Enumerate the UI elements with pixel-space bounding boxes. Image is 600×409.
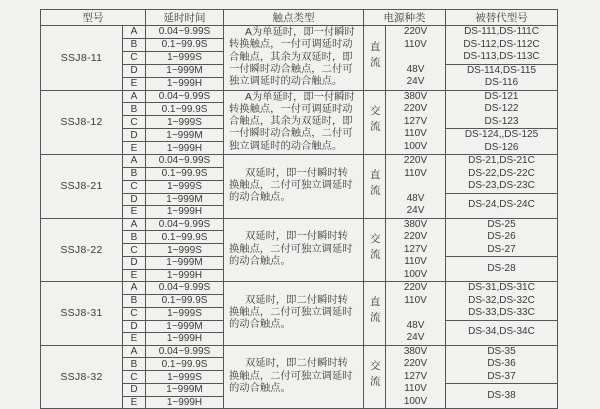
power-kind-label: 交流	[368, 359, 381, 391]
power-kind-cell	[364, 155, 386, 219]
replaced-models-cell	[446, 155, 558, 194]
delay-range-cell: 1~999M	[146, 257, 224, 270]
voltage-value: 127V	[403, 370, 428, 382]
grade-cell: D	[123, 384, 146, 397]
table-row	[41, 26, 558, 39]
replaced-model: DS-113,DS-113C	[463, 51, 540, 62]
power-kind-cell	[364, 26, 386, 91]
delay-range-cell: 1~999H	[146, 396, 224, 409]
delay-range-cell: 0.1~99.9S	[146, 294, 224, 307]
voltage-value: 110V	[404, 256, 427, 267]
voltage-value: 24V	[406, 76, 425, 87]
contact-type-cell	[224, 345, 364, 409]
replaced-model: DS-114,DS-115	[466, 64, 537, 76]
grade-cell: E	[123, 333, 146, 346]
grade-cell: B	[123, 358, 146, 371]
grade-cell: E	[123, 396, 146, 409]
replaced-model: DS-34,DS-34C	[468, 326, 535, 338]
voltage-value: 220V	[403, 282, 428, 293]
delay-range-cell: 0.04~9.99S	[146, 218, 224, 231]
grade-cell: E	[123, 77, 146, 90]
voltage-cell	[386, 282, 446, 346]
delay-range-cell: 1~999S	[146, 307, 224, 320]
contact-type-text: 双延时，即一付瞬时转换触点，二付可独立调延时的动合触点。	[229, 231, 353, 267]
grade-cell: A	[123, 90, 146, 103]
replaced-model: DS-21,DS-21C	[468, 155, 535, 166]
replaced-models-cell	[446, 218, 558, 257]
replaced-model: DS-36	[487, 358, 516, 369]
grade-cell: C	[123, 116, 146, 129]
voltage-value: 48V	[406, 319, 425, 331]
voltage-value	[386, 51, 445, 64]
replaced-models-cell	[446, 384, 558, 409]
delay-range-cell: 1~999S	[146, 371, 224, 384]
contact-type-text: A为单延时，即一付瞬时转换触点，一付可调延时动合触点，其余为双延时，即一付瞬时动合触点，二付可独立调延时的动合触点。	[229, 91, 355, 152]
voltage-cell	[386, 90, 446, 155]
delay-range-cell: 1~999M	[146, 384, 224, 397]
voltage-value: 24V	[406, 332, 425, 343]
replaced-model: DS-116	[484, 77, 519, 88]
grade-cell: C	[123, 244, 146, 257]
voltage-value: 100V	[403, 140, 428, 152]
replaced-model: DS-126	[484, 141, 519, 153]
model-cell: SSJ8-12	[41, 90, 123, 155]
voltage-value: 380V	[403, 345, 428, 357]
replaced-models-cell	[446, 64, 558, 90]
replaced-model: DS-37	[487, 370, 516, 382]
replaced-models-cell	[446, 193, 558, 218]
grade-cell: A	[123, 345, 146, 358]
contact-type-cell	[224, 282, 364, 346]
table-row	[41, 90, 558, 103]
power-kind-cell	[364, 218, 386, 282]
table-row	[41, 155, 558, 168]
delay-range-cell: 1~999H	[146, 142, 224, 155]
voltage-value: 127V	[403, 115, 428, 127]
delay-range-cell: 0.1~99.9S	[146, 38, 224, 51]
replaced-model: DS-33,DS-33C	[468, 307, 535, 318]
grade-cell: A	[123, 26, 146, 39]
contact-type-text: A为单延时，即一付瞬时转换触点，一付可调延时动合触点，其余为双延时，即一付瞬时动合触点，二付可独立调延时的动合触点。	[229, 27, 355, 88]
model-cell: SSJ8-31	[41, 282, 123, 346]
replaced-model: DS-122	[484, 103, 519, 114]
replaced-model: DS-38	[487, 389, 516, 401]
replaced-model: DS-35	[487, 345, 516, 357]
power-kind-label: 直流	[368, 40, 381, 72]
delay-range-cell: 1~999S	[146, 180, 224, 193]
voltage-value: 220V	[403, 358, 428, 369]
replaced-model: DS-23,DS-23C	[468, 180, 535, 191]
voltage-value: 110V	[404, 383, 427, 394]
voltage-value: 220V	[403, 103, 428, 114]
grade-cell: D	[123, 193, 146, 206]
replaced-model: DS-124,,DS-125	[464, 129, 539, 140]
voltage-cell	[386, 218, 446, 282]
replaced-model: DS-26	[487, 231, 516, 242]
grade-cell: B	[123, 167, 146, 180]
replaced-model: DS-28	[487, 262, 516, 274]
column-header-power: 电源种类	[364, 10, 446, 26]
model-cell: SSJ8-21	[41, 155, 123, 219]
power-kind-cell	[364, 282, 386, 346]
grade-cell: D	[123, 257, 146, 270]
delay-range-cell: 0.04~9.99S	[146, 345, 224, 358]
table-header-row	[41, 10, 558, 26]
grade-cell: D	[123, 320, 146, 333]
grade-cell: A	[123, 282, 146, 295]
replaced-models-cell	[446, 345, 558, 384]
delay-range-cell: 0.1~99.9S	[146, 167, 224, 180]
grade-cell: D	[123, 129, 146, 142]
grade-cell: B	[123, 103, 146, 116]
replaced-model: DS-32,DS-32C	[468, 294, 535, 306]
column-header-replaced: 被替代型号	[446, 10, 558, 26]
grade-cell: B	[123, 294, 146, 307]
voltage-cell	[386, 26, 446, 91]
column-header-model: 型号	[41, 10, 146, 26]
delay-range-cell: 0.1~99.9S	[146, 231, 224, 244]
contact-type-text: 双延时，即二付瞬时转换触点，二付可独立调延时的动合触点。	[229, 294, 353, 331]
replaced-model: DS-27	[487, 243, 516, 255]
contact-type-text: 双延时，即一付瞬时转换触点，二付可独立调延时的动合触点。	[229, 167, 353, 204]
model-cell: SSJ8-11	[41, 26, 123, 91]
model-cell: SSJ8-32	[41, 345, 123, 409]
replaced-model: DS-24,DS-24C	[468, 199, 535, 211]
grade-cell: E	[123, 206, 146, 219]
delay-range-cell: 0.1~99.9S	[146, 358, 224, 371]
voltage-value: 220V	[403, 231, 428, 242]
contact-type-cell	[224, 90, 364, 155]
voltage-cell	[386, 345, 446, 409]
table-row	[41, 345, 558, 358]
power-kind-label: 交流	[368, 105, 381, 137]
grade-cell: E	[123, 142, 146, 155]
contact-type-cell	[224, 155, 364, 219]
delay-range-cell: 1~999S	[146, 244, 224, 257]
power-kind-cell	[364, 90, 386, 155]
table-row	[41, 282, 558, 295]
delay-range-cell: 1~999M	[146, 64, 224, 77]
voltage-cell	[386, 155, 446, 219]
grade-cell: A	[123, 155, 146, 168]
grade-cell: A	[123, 218, 146, 231]
contact-type-cell	[224, 26, 364, 91]
spec-table	[40, 9, 558, 409]
voltage-value: 110V	[404, 38, 427, 50]
delay-range-cell: 1~999H	[146, 77, 224, 90]
grade-cell: C	[123, 180, 146, 193]
power-kind-cell	[364, 345, 386, 409]
replaced-model: DS-111,DS-111C	[464, 26, 539, 37]
delay-range-cell: 0.04~9.99S	[146, 155, 224, 168]
grade-cell: D	[123, 64, 146, 77]
replaced-models-cell	[446, 320, 558, 345]
power-kind-label: 直流	[368, 169, 381, 201]
voltage-value: 127V	[403, 243, 428, 255]
replaced-model: DS-31,DS-31C	[468, 282, 535, 293]
delay-range-cell: 0.1~99.9S	[146, 103, 224, 116]
replaced-model: DS-121	[484, 90, 519, 102]
voltage-value: 48V	[406, 63, 425, 75]
contact-type-cell	[224, 218, 364, 282]
delay-range-cell: 1~999M	[146, 320, 224, 333]
voltage-value: 220V	[403, 155, 428, 166]
grade-cell: C	[123, 51, 146, 64]
delay-range-cell: 0.04~9.99S	[146, 26, 224, 39]
voltage-value: 110V	[404, 128, 427, 139]
replaced-models-cell	[446, 257, 558, 282]
contact-type-text: 双延时，即二付瞬时转换触点，二付可独立调延时的动合触点。	[229, 358, 353, 394]
voltage-value: 48V	[406, 192, 425, 204]
delay-range-cell: 1~999H	[146, 333, 224, 346]
delay-range-cell: 1~999H	[146, 206, 224, 219]
voltage-value: 110V	[404, 167, 427, 179]
voltage-value: 220V	[403, 26, 428, 37]
delay-range-cell: 0.04~9.99S	[146, 282, 224, 295]
voltage-value: 380V	[403, 90, 428, 102]
voltage-value: 100V	[403, 395, 428, 407]
replaced-model: DS-25	[487, 218, 516, 230]
delay-range-cell: 1~999M	[146, 129, 224, 142]
column-header-contact: 触点类型	[224, 10, 364, 26]
grade-cell: C	[123, 307, 146, 320]
voltage-value	[386, 180, 445, 193]
model-cell: SSJ8-22	[41, 218, 123, 282]
column-header-delay: 延时时间	[146, 10, 224, 26]
table-row	[41, 218, 558, 231]
replaced-models-cell	[446, 282, 558, 321]
voltage-value: 24V	[406, 205, 425, 216]
grade-cell: B	[123, 231, 146, 244]
grade-cell: B	[123, 38, 146, 51]
delay-range-cell: 1~999S	[146, 116, 224, 129]
delay-range-cell: 1~999H	[146, 269, 224, 282]
power-kind-label: 交流	[368, 232, 381, 264]
delay-range-cell: 1~999S	[146, 51, 224, 64]
power-kind-label: 直流	[368, 296, 381, 328]
delay-range-cell: 0.04~9.99S	[146, 90, 224, 103]
replaced-model: DS-22,DS-22C	[468, 167, 535, 179]
voltage-value: 110V	[404, 294, 427, 306]
grade-cell: E	[123, 269, 146, 282]
voltage-value: 100V	[403, 268, 428, 280]
delay-range-cell: 1~999M	[146, 193, 224, 206]
replaced-models-cell	[446, 129, 558, 155]
voltage-value: 380V	[403, 218, 428, 230]
replaced-model: DS-123	[484, 115, 519, 127]
voltage-value	[386, 307, 445, 320]
grade-cell: C	[123, 371, 146, 384]
replaced-models-cell	[446, 90, 558, 129]
replaced-model: DS-112,DS-112C	[463, 38, 540, 50]
replaced-models-cell	[446, 26, 558, 65]
